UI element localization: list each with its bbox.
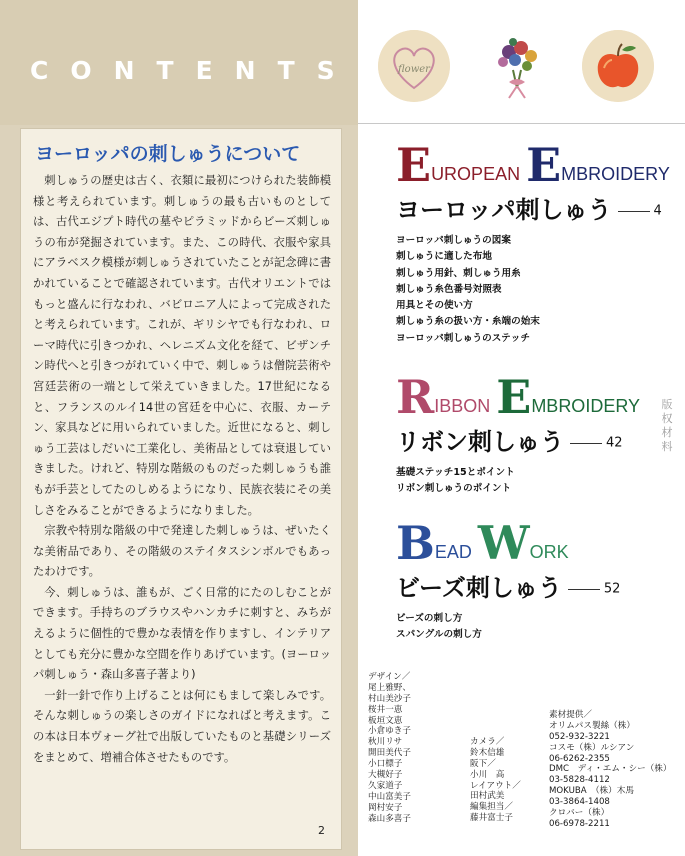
section-page: 52 xyxy=(603,581,621,597)
contents-title: CONTENTS xyxy=(30,56,357,85)
credit-line: MOKUBA （株）木馬 xyxy=(549,786,634,797)
credit-line: 秋川リサ xyxy=(368,737,403,748)
section-heading xyxy=(396,138,676,192)
credit-line: 小川 高 xyxy=(470,769,505,780)
section-title xyxy=(396,568,620,603)
bouquet-icon xyxy=(487,30,549,102)
credit-line: 鈴木信雄 xyxy=(470,747,505,758)
list-item: 刺しゅう糸の扱い方・糸端の始末 xyxy=(396,316,540,328)
essay-paragraph: 刺しゅうの歴史は古く、衣類に最初につけられた装飾模様と考えられています。刺しゅうの最も古いものとしては、古代エジプト時代の墓やピラミッドからビーズ刺しゅうの布が発掘されています。また、この時代、衣服や家具にアラベスク模様が刺しゅうされていたことが記念碑に書かれていることで確認されています。古代オリエントではもっと盛んに行なわれ、バビロニア人によって完成されたと考えられています。これが、ギリシヤでも行なわれ、ローマ時代に引きつかれ、ヘレニズム文化を経て、ビザンチン時代へと引きつがれていく中で、刺しゅうは僧院芸術や宮廷芸術の一端として栄えていきました。17世紀になると、フランスのルイ14世の宮廷を中心に、衣服、カーテン、家具などに用いられていました。近世になると、刺しゅう工芸はしだいに工業化し、美術品としては衰退していきました。けれど、特別な階級のものだった刺しゅうも誰もが手芸としてたのしめるようになり、民族衣装にその美しさをみることができるようになりました。 xyxy=(33,174,331,517)
credit-line: 開田美代子 xyxy=(368,748,411,759)
credit-line: 阪下／ xyxy=(470,758,496,769)
list-item: ヨーロッパ刺しゅうの図案 xyxy=(396,235,511,246)
section-heading xyxy=(396,370,646,424)
list-item: 基礎ステッチ15とポイント xyxy=(396,467,515,478)
credit-line: 03-3864-1408 xyxy=(549,797,610,808)
credit-line: 村山美沙子 xyxy=(368,693,411,704)
credit-line: 06-6978-2211 xyxy=(549,818,610,829)
credit-line: レイアウト／ xyxy=(470,780,521,791)
credit-line: 大槻好子 xyxy=(368,770,403,781)
credit-line: 尾上雅野、 xyxy=(368,682,411,693)
heading-word: UROPEAN xyxy=(431,164,521,184)
bouquet-image xyxy=(487,30,549,102)
heading-word: MBROIDERY xyxy=(531,396,640,416)
apple-icon xyxy=(582,30,654,102)
page-number: 2 xyxy=(318,824,325,837)
heading-word: ORK xyxy=(529,542,569,562)
essay-body xyxy=(33,171,331,768)
section-bead xyxy=(396,516,621,644)
heading-word: MBROIDERY xyxy=(561,164,670,184)
list-item: 刺しゅうに適した布地 xyxy=(396,251,492,263)
credit-line: 06-6262-2355 xyxy=(549,753,610,764)
heading-word: EAD xyxy=(434,542,472,562)
section-title xyxy=(396,422,646,457)
leader-line xyxy=(618,211,650,212)
credit-line: 小口標子 xyxy=(368,759,403,770)
section-items xyxy=(396,233,676,347)
list-item: スパングルの刺し方 xyxy=(396,629,482,641)
credit-line: 桜井一恵 xyxy=(368,704,403,715)
credits-photo xyxy=(470,737,521,824)
credit-line: DMC ディ・エム・シー（株） xyxy=(549,764,672,775)
section-heading xyxy=(396,516,620,570)
credit-line: 久家道子 xyxy=(368,780,403,791)
initial-letter: W xyxy=(477,516,530,570)
credit-line: 中山富美子 xyxy=(368,791,411,802)
initial-letter: B xyxy=(396,516,435,570)
credit-line: 板垣文恵 xyxy=(368,715,403,726)
section-title-text: ヨーロッパ刺しゅう xyxy=(396,196,612,224)
credit-line: 岡村安子 xyxy=(368,802,403,813)
list-item: ヨーロッパ刺しゅうのステッチ xyxy=(396,332,530,344)
essay-title: ヨーロッパの刺しゅうについて xyxy=(35,143,301,165)
section-title-text: リボン刺しゅう xyxy=(396,428,564,456)
credit-line: 藤井富士子 xyxy=(470,813,513,824)
leader-line xyxy=(570,443,602,444)
credit-line: 素材提供／ xyxy=(549,710,592,720)
credit-line: オリムパス製絲（株） xyxy=(549,720,635,731)
credit-line: 052-932-3221 xyxy=(549,731,610,742)
initial-letter: E xyxy=(526,138,562,192)
divider-line xyxy=(358,123,685,124)
initial-letter: R xyxy=(396,370,435,424)
heading-word: IBBON xyxy=(434,396,491,416)
section-items xyxy=(396,611,620,644)
credits-design xyxy=(368,672,411,824)
leader-line xyxy=(568,589,600,590)
heart-text: flower xyxy=(398,64,430,75)
essay-paragraph: 一針一針で作り上げることは何にもまして楽しみです。そんな刺しゅうの楽しさのガイドになればと考えます。この本は日本ヴォーグ社で出版していたものと基礎シリーズをまとめて、増補合体させたものです。 xyxy=(33,688,331,764)
section-ribbon xyxy=(396,370,646,498)
section-title-text: ビーズ刺しゅう xyxy=(396,574,562,602)
credit-line: 田村武美 xyxy=(470,791,505,802)
initial-letter: E xyxy=(496,370,532,424)
credit-line: デザイン／ xyxy=(368,672,411,682)
essay-box xyxy=(20,128,342,850)
credit-line: コスモ（株）ルシアン xyxy=(549,742,635,753)
heart-embroidery-image xyxy=(378,30,450,102)
section-european xyxy=(396,138,676,347)
initial-letter: E xyxy=(396,138,432,192)
credit-line: カメラ／ xyxy=(470,737,505,747)
credit-line: 小倉ゆき子 xyxy=(368,726,411,737)
list-item: ビーズの刺し方 xyxy=(396,613,463,624)
heart-icon xyxy=(378,30,450,102)
list-item: 刺しゅう用針、刺しゅう用糸 xyxy=(396,267,521,279)
vertical-note: 版权材料 xyxy=(661,398,673,453)
section-title xyxy=(396,190,676,225)
credit-line: クロバー（株） xyxy=(549,808,610,819)
credit-line: 03-5828-4112 xyxy=(549,775,610,786)
credit-line: 編集担当／ xyxy=(470,802,513,813)
essay-paragraph: 今、刺しゅうは、誰もが、ごく日常的にたのしむことができます。手持ちのブラウスやハンカチに刺すと、みちがえるように個性的で豊かな表情を作りますし、インテリアとしても充分に豊かな空間を作りあげています。(ヨーロッパ刺しゅう・森山多喜子著より) xyxy=(33,585,331,682)
credits-materials xyxy=(549,710,671,830)
section-items xyxy=(396,465,646,498)
essay-paragraph: 宗教や特別な階級の中で発達した刺しゅうは、ぜいたくな美術品であり、その階級のステイタスシンボルでもあったわけです。 xyxy=(33,524,331,579)
section-page: 42 xyxy=(606,435,623,451)
section-page: 4 xyxy=(653,203,662,219)
list-item: 用具とその使い方 xyxy=(396,300,473,312)
credit-line: 森山多喜子 xyxy=(368,813,411,824)
list-item: リボン刺しゅうのポイント xyxy=(396,483,512,495)
list-item: 刺しゅう糸色番号対照表 xyxy=(396,283,502,295)
apple-embroidery-image xyxy=(582,30,654,102)
